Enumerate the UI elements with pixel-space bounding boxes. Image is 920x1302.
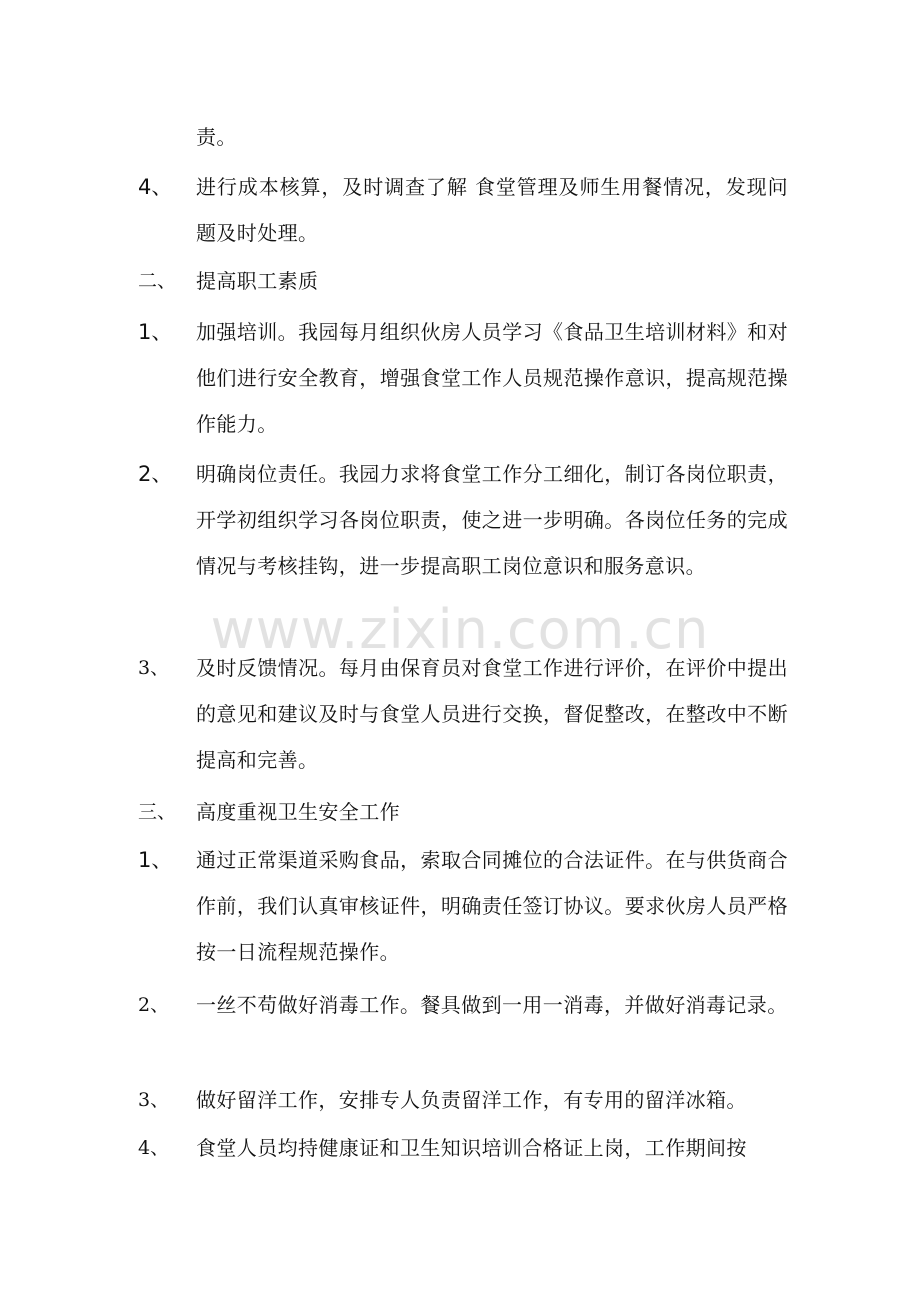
list-number: 3、 [138, 657, 170, 679]
watermark: www.zixin.com.cn [210, 598, 710, 661]
list-number: 4、 [138, 1137, 170, 1159]
list-number: 2、 [138, 994, 170, 1016]
list-item-text: 明确岗位责任。我园力求将食堂工作分工细化，制订各岗位职责，开学初组织学习各岗位职责，使之进一步明确。各岗位任务的完成情况与考核挂钩，进一步提高职工岗位意识和服务意识。 [196, 462, 788, 578]
list-number: 3、 [138, 1089, 170, 1111]
paragraph-text: 责。 [196, 125, 237, 149]
list-item-text: 食堂人员均持健康证和卫生知识培训合格证上岗，工作期间按 [196, 1136, 747, 1160]
section-number: 三、 [138, 801, 177, 823]
list-item-text: 通过正常渠道采购食品，索取合同摊位的合法证件。在与供货商合作前，我们认真审核证件，明确责任签订协议。要求伙房人员严格按一日流程规范操作。 [196, 848, 788, 964]
section-number: 二、 [138, 270, 177, 292]
section-heading-text: 提高职工素质 [196, 269, 319, 293]
list-item-text: 及时反馈情况。每月由保育员对食堂工作进行评价，在评价中提出的意见和建议及时与食堂人员进行交换，督促整改，在整改中不断提高和完善。 [196, 656, 788, 772]
list-number: 1、 [138, 848, 173, 872]
list-number: 4、 [138, 175, 173, 199]
list-number: 1、 [138, 320, 173, 344]
list-item-text: 一丝不苟做好消毒工作。餐具做到一用一消毒，并做好消毒记录。 [196, 993, 788, 1017]
list-item-text: 做好留洋工作，安排专人负责留洋工作，有专用的留洋冰箱。 [196, 1088, 747, 1112]
section-heading-text: 高度重视卫生安全工作 [196, 800, 400, 824]
list-number: 2、 [138, 462, 173, 486]
list-item-text: 加强培训。我园每月组织伙房人员学习《食品卫生培训材料》和对他们进行安全教育，增强食堂工作人员规范操作意识，提高规范操作能力。 [196, 320, 788, 436]
list-item-text: 进行成本核算，及时调查了解 食堂管理及师生用餐情况，发现问题及时处理。 [196, 175, 788, 245]
